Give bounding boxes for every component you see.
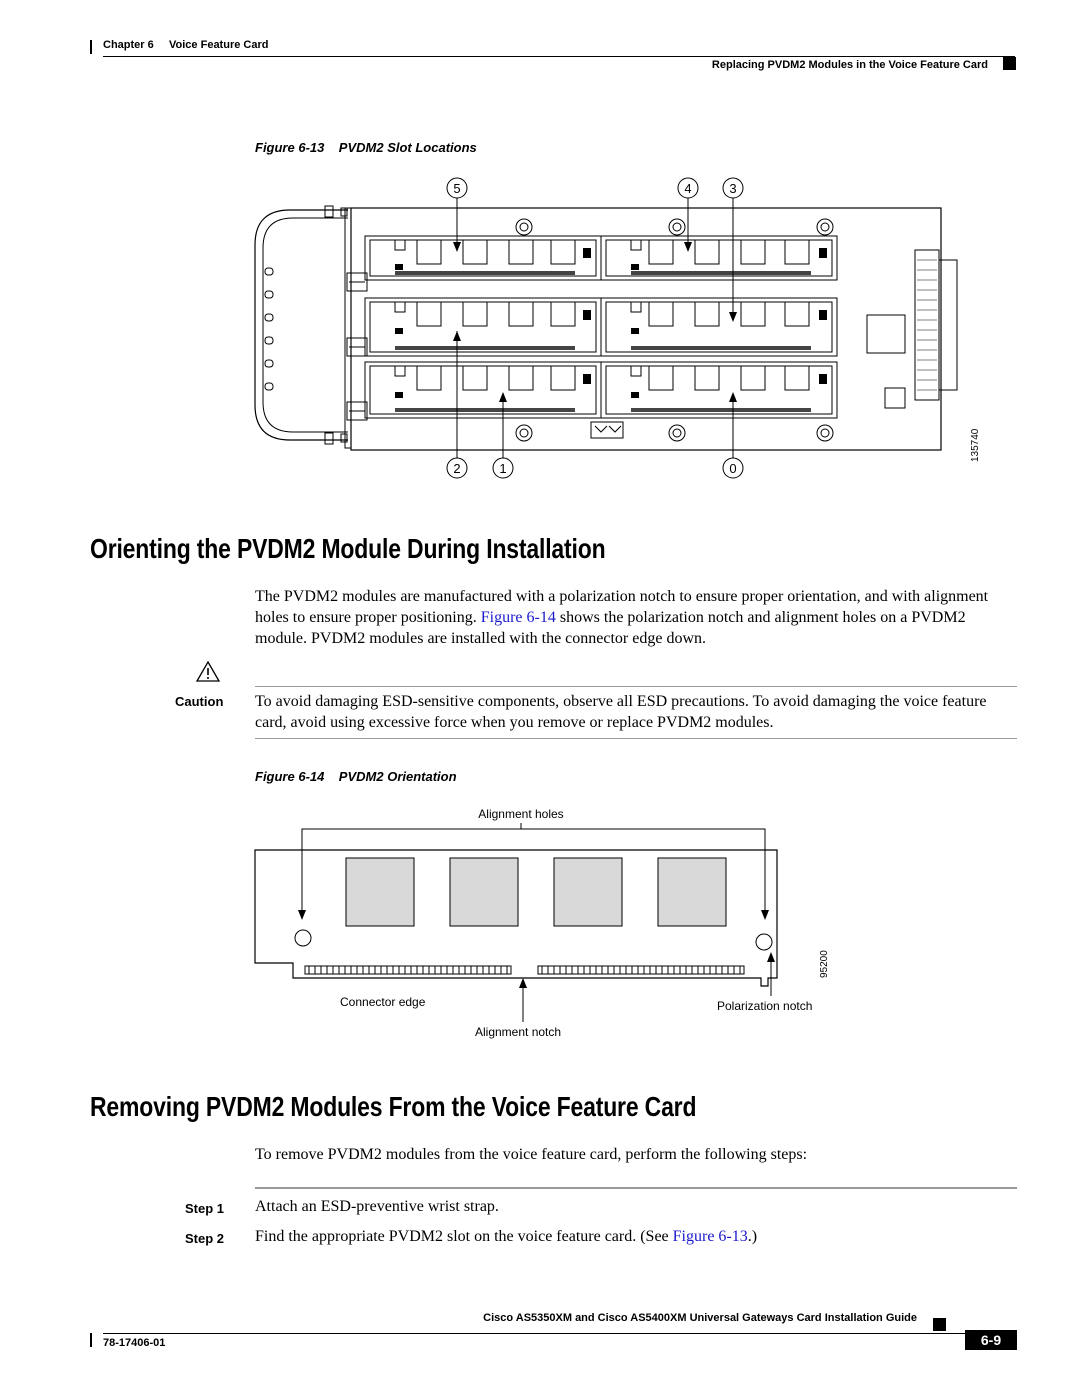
figure-13-art-id: 135740 — [970, 428, 981, 462]
figure-14-diagram — [245, 800, 845, 1045]
label-polarization-notch: Polarization notch — [717, 999, 813, 1013]
header-rule — [103, 56, 1015, 57]
figure-14-caption: Figure 6-14 PVDM2 Orientation — [255, 769, 457, 784]
callout-4: 4 — [684, 181, 692, 196]
footer-doc-number: 78-17406-01 — [103, 1337, 166, 1349]
header-bar — [90, 40, 92, 54]
header-section-title: Replacing PVDM2 Modules in the Voice Feature Card — [711, 59, 988, 71]
caution-bottom-rule — [255, 738, 1017, 739]
step-1-text: Attach an ESD-preventive wrist strap. — [255, 1198, 499, 1215]
label-alignment-holes: Alignment holes — [478, 807, 564, 821]
callout-1: 1 — [499, 461, 507, 476]
header-chapter: Chapter 6 Voice Feature Card — [103, 39, 269, 51]
footer-guide-title: Cisco AS5350XM and Cisco AS5400XM Universal Gateways Card Installation Guide — [483, 1312, 917, 1324]
figure-13-caption: Figure 6-13 PVDM2 Slot Locations — [255, 140, 477, 155]
footer-bar — [90, 1333, 92, 1347]
page-number: 6-9 — [965, 1330, 1017, 1350]
steps-rule — [255, 1187, 1017, 1189]
label-alignment-notch: Alignment notch — [475, 1025, 562, 1039]
header-square — [1003, 57, 1016, 70]
step-2-text: Find the appropriate PVDM2 slot on the voice feature card. (See Figure 6-13.) — [255, 1228, 758, 1245]
step-1-label: Step 1 — [185, 1201, 225, 1216]
callout-0: 0 — [729, 461, 737, 476]
caution-label: Caution — [175, 694, 224, 709]
caution-text: To avoid damaging ESD-sensitive components, observe all ESD precautions. To avoid damaging the voice feature card, avoid using excessive force when you remove or replace PVDM2 modules. — [255, 693, 987, 731]
removing-intro: To remove PVDM2 modules from the voice feature card, perform the following steps: — [255, 1146, 808, 1163]
caution-top-rule — [255, 686, 1017, 687]
callout-5: 5 — [453, 181, 461, 196]
step-2-label: Step 2 — [185, 1231, 225, 1246]
callout-2: 2 — [453, 461, 461, 476]
figure-6-14-link[interactable]: Figure 6-14 — [480, 609, 556, 626]
label-connector-edge: Connector edge — [340, 995, 426, 1009]
callout-3: 3 — [729, 181, 737, 196]
figure-6-13-link[interactable]: Figure 6-13 — [672, 1228, 748, 1245]
figure-13-diagram — [245, 170, 1010, 485]
section-heading-orienting: Orienting the PVDM2 Module During Installation — [90, 533, 606, 564]
footer-rule — [103, 1333, 1015, 1334]
figure-14-art-id: 95200 — [819, 950, 830, 978]
footer-square — [933, 1318, 946, 1331]
section-heading-removing: Removing PVDM2 Modules From the Voice Feature Card — [90, 1091, 697, 1122]
orienting-paragraph: The PVDM2 modules are manufactured with a polarization notch to ensure proper orientation, and with alignment holes to ensure proper positioning. Figure 6-14 shows the polarization notch and alignment holes on a PVDM2 module. PVDM2 modules are installed with the connector edge down. — [255, 588, 989, 647]
caution-icon — [195, 660, 221, 683]
